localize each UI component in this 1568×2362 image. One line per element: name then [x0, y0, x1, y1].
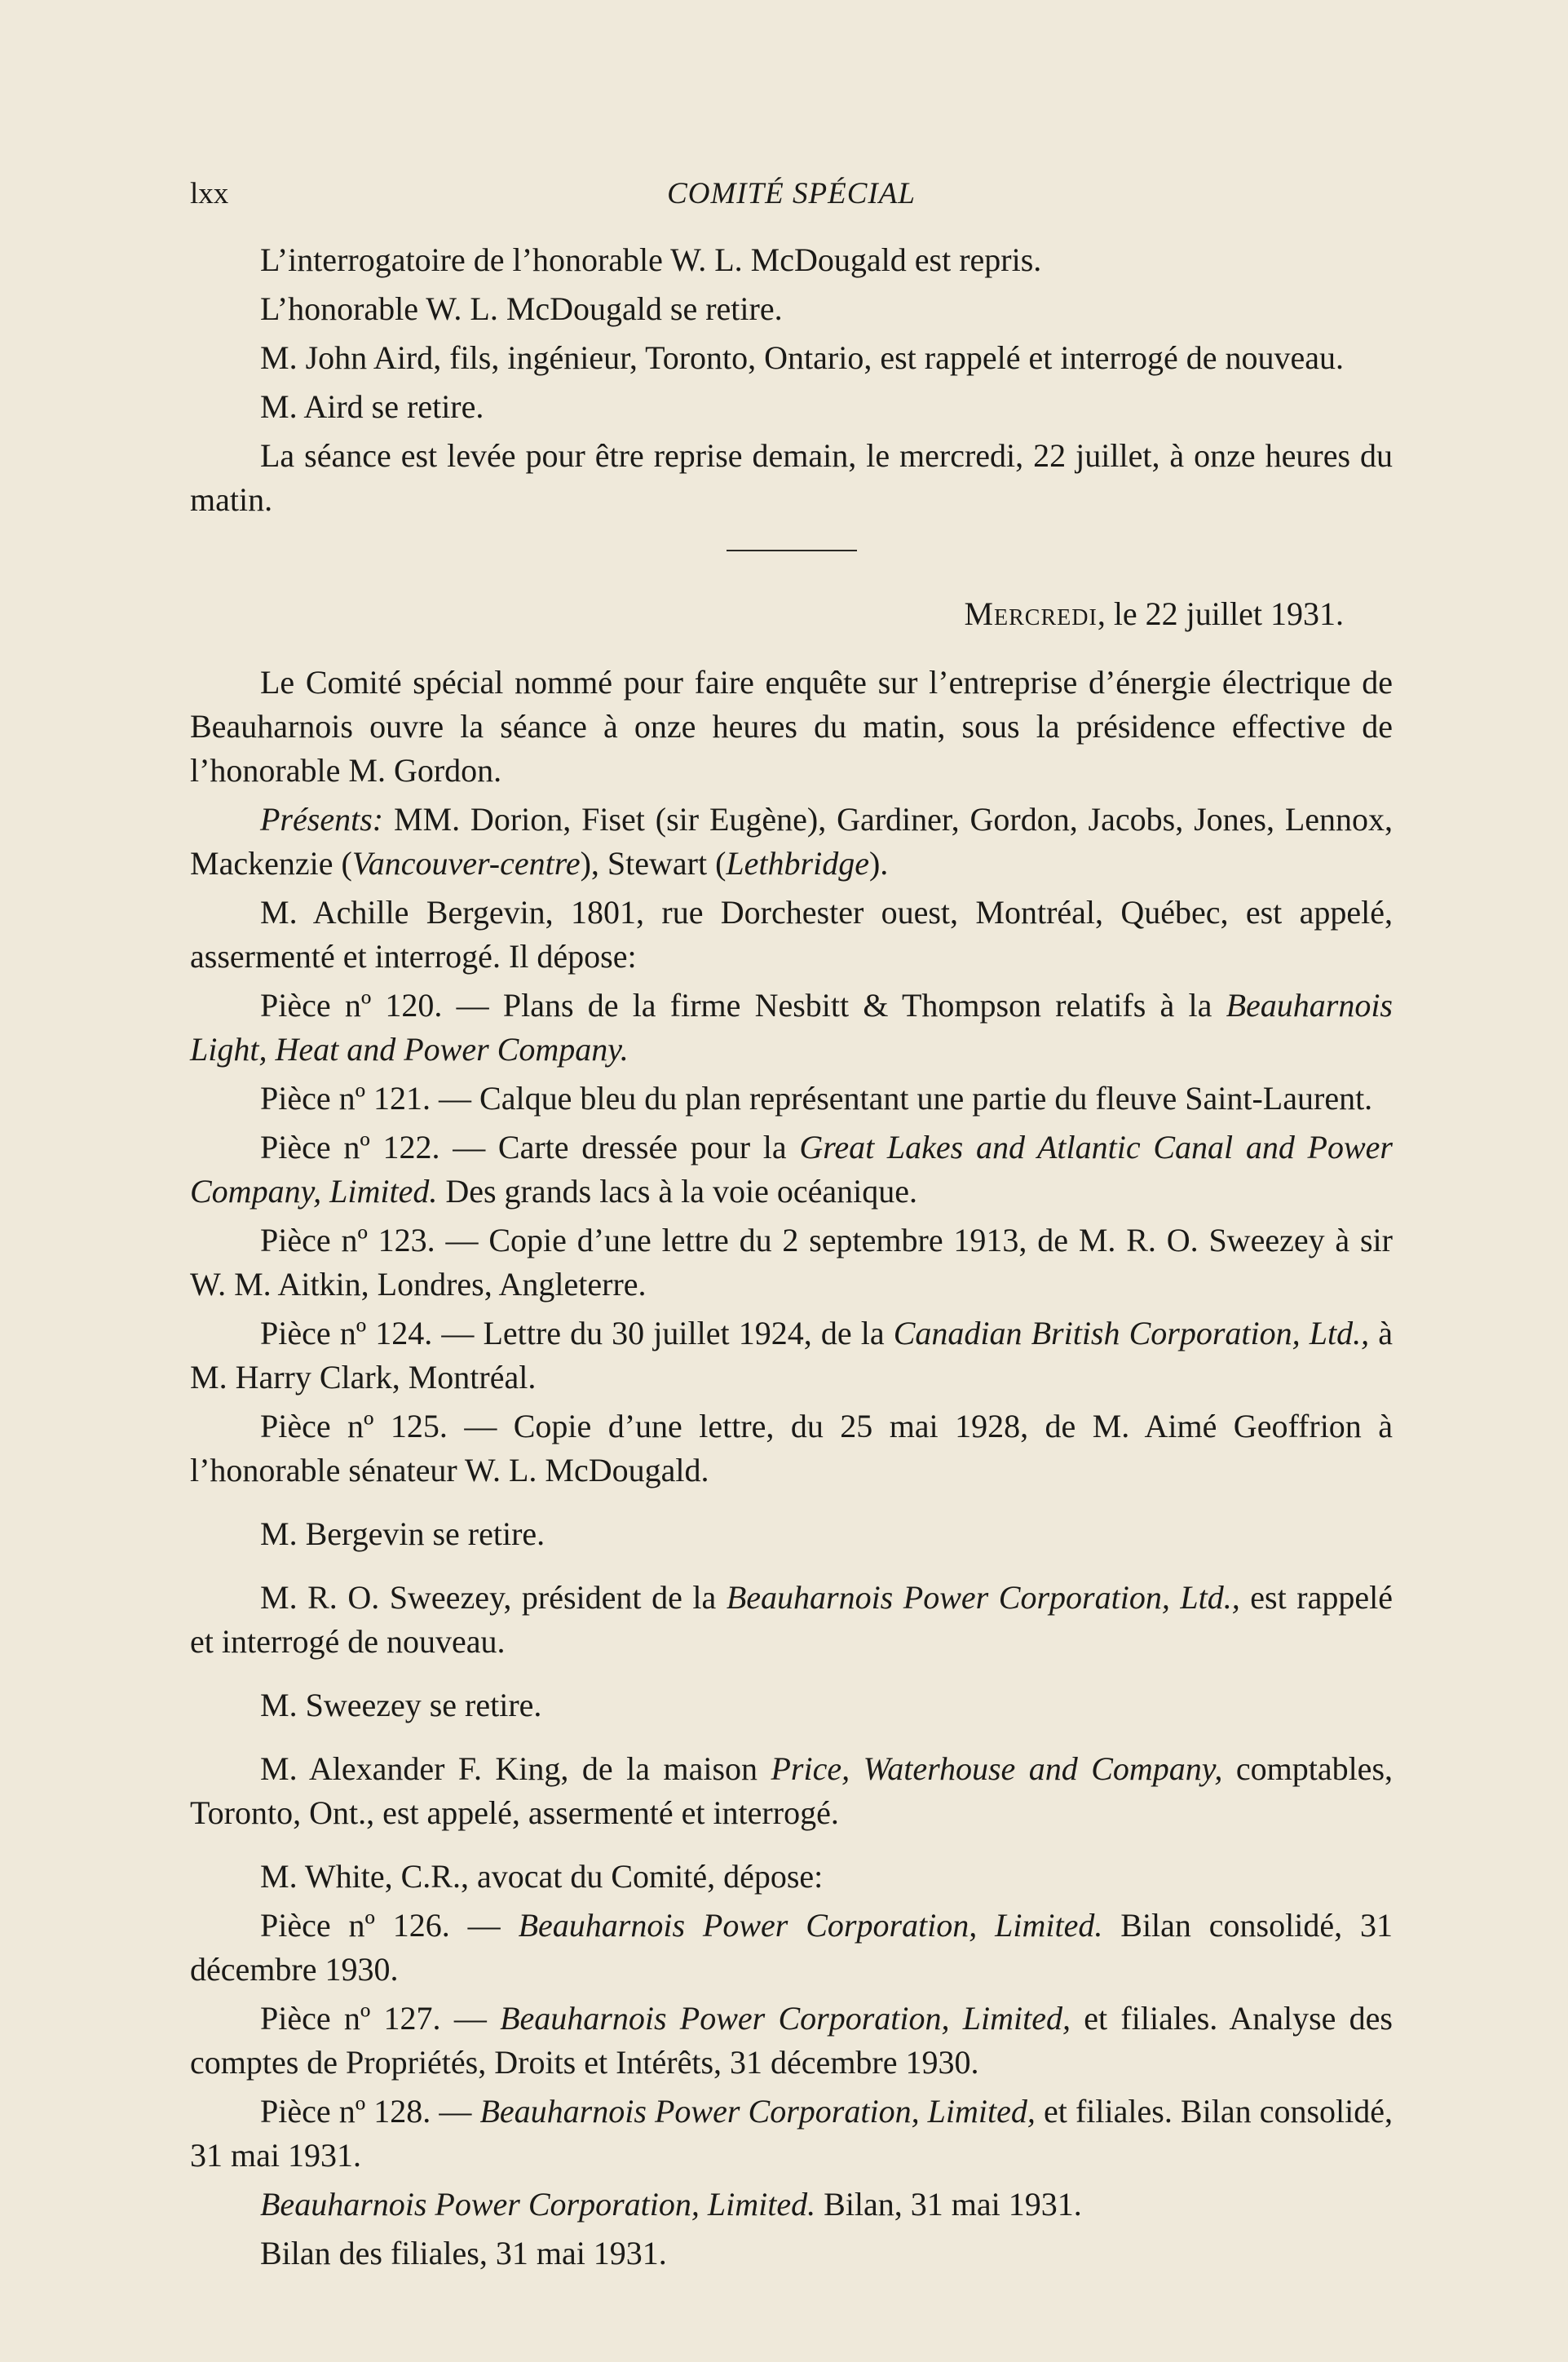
paragraph-presents: Présents: MM. Dorion, Fiset (sir Eugène), Gardiner, Gordon, Jacobs, Jones, Lennox, Mackenzie (Vancouver-centre), Stewart (Lethbridge). — [190, 801, 1393, 882]
paragraph-sweezey-retire: M. Sweezey se retire. — [260, 1687, 542, 1723]
exhibit-123: Pièce nº 123. — Copie d’une lettre du 2 septembre 1913, de M. R. O. Sweezey à sir W. M. Aitkin, Londres, Angleterre. — [190, 1222, 1393, 1303]
page-number: lxx — [190, 177, 229, 210]
paragraph-interrogatoire: L’interrogatoire de l’honorable W. L. McDougald est repris. — [260, 241, 1042, 278]
section-divider — [727, 550, 857, 551]
paragraph-seance-levee: La séance est levée pour être reprise demain, le mercredi, 22 juillet, à onze heures du matin. — [190, 437, 1393, 518]
dateline-day: Mercredi — [964, 595, 1098, 632]
exhibit-125: Pièce nº 125. — Copie d’une lettre, du 25 mai 1928, de M. Aimé Geoffrion à l’honorable sénateur W. L. McDougald. — [190, 1408, 1393, 1488]
exhibit-126: Pièce nº 126. — Beauharnois Power Corporation, Limited. Bilan consolidé, 31 décembre 1930. — [190, 1907, 1393, 1988]
exhibit-124: Pièce nº 124. — Lettre du 30 juillet 1924, de la Canadian British Corporation, Ltd., à M. Harry Clark, Montréal. — [190, 1315, 1393, 1396]
paragraph-bilan: Beauharnois Power Corporation, Limited. Bilan, 31 mai 1931. — [260, 2186, 1082, 2223]
paragraph-bergevin-retire: M. Bergevin se retire. — [260, 1515, 545, 1552]
exhibit-127: Pièce nº 127. — Beauharnois Power Corporation, Limited, et filiales. Analyse des comptes de Propriétés, Droits et Intérêts, 31 décembre 1930. — [190, 2000, 1393, 2081]
dateline-date: , le 22 juillet 1931. — [1097, 595, 1344, 632]
presents-label: Présents: — [260, 801, 384, 838]
paragraph-retire-mcdougald: L’honorable W. L. McDougald se retire. — [260, 290, 783, 327]
exhibit-122: Pièce nº 122. — Carte dressée pour la Great Lakes and Atlantic Canal and Power Company, Limited. Des grands lacs à la voie océanique. — [190, 1129, 1393, 1210]
body-text — [190, 238, 1393, 2280]
paragraph-aird-retire: M. Aird se retire. — [260, 388, 484, 425]
paragraph-white: M. White, C.R., avocat du Comité, dépose: — [260, 1858, 824, 1895]
dateline — [190, 592, 1393, 636]
page — [190, 0, 1393, 2362]
exhibit-128: Pièce nº 128. — Beauharnois Power Corporation, Limited, et filiales. Bilan consolidé, 31 mai 1931. — [190, 2093, 1393, 2174]
paragraph-king: M. Alexander F. King, de la maison Price, Waterhouse and Company, comptables, Toronto, Ont., est appelé, assermenté et interrogé. — [190, 1750, 1394, 1831]
paragraph-aird-rappele: M. John Aird, fils, ingénieur, Toronto, Ontario, est rappelé et interrogé de nouveau. — [260, 339, 1344, 376]
exhibit-121: Pièce nº 121. — Calque bleu du plan représentant une partie du fleuve Saint-Laurent. — [260, 1080, 1373, 1117]
paragraph-sweezey: M. R. O. Sweezey, président de la Beauharnois Power Corporation, Ltd., est rappelé et interrogé de nouveau. — [190, 1579, 1393, 1660]
paragraph-bergevin: M. Achille Bergevin, 1801, rue Dorchester ouest, Montréal, Québec, est appelé, assermenté et interrogé. Il dépose: — [190, 894, 1393, 975]
running-head: COMITÉ SPÉCIAL — [667, 177, 916, 210]
paragraph-bilan-filiales: Bilan des filiales, 31 mai 1931. — [260, 2235, 667, 2271]
exhibit-120: Pièce nº 120. — Plans de la firme Nesbitt & Thompson relatifs à la Beauharnois Light, Heat and Power Company. — [190, 987, 1393, 1068]
page-header — [190, 176, 1393, 225]
paragraph-ouverture: Le Comité spécial nommé pour faire enquête sur l’entreprise d’énergie électrique de Beauharnois ouvre la séance à onze heures du matin, sous la présidence effective de l’honorable M. Gordon. — [190, 664, 1393, 789]
